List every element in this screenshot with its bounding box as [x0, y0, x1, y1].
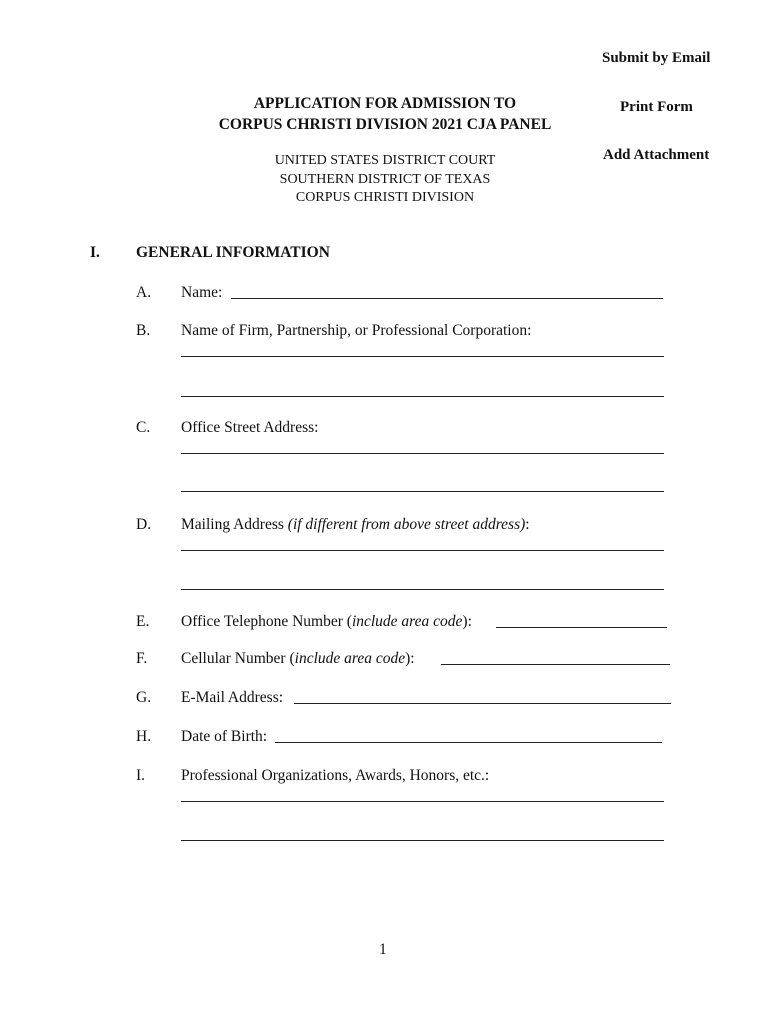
- field-letter-h: H.: [136, 728, 152, 745]
- form-title: [185, 93, 585, 135]
- name-label: Name:: [181, 284, 223, 301]
- firm-field-line2[interactable]: [181, 396, 664, 397]
- field-letter-a: A.: [136, 284, 152, 301]
- court-name: [185, 152, 585, 208]
- section-number: I.: [90, 244, 100, 261]
- form-title-line2: CORPUS CHRISTI DIVISION 2021 CJA PANEL: [218, 116, 552, 133]
- name-field[interactable]: [231, 298, 663, 299]
- field-letter-b: B.: [136, 322, 151, 339]
- office-address-field-line2[interactable]: [181, 491, 664, 492]
- mailing-address-label-text: Mailing Address: [181, 516, 284, 533]
- cell-phone-note: include area code: [294, 650, 406, 667]
- email-label: E-Mail Address:: [181, 689, 284, 706]
- office-phone-label-text: Office Telephone Number (: [181, 613, 352, 630]
- cell-phone-label: [181, 650, 415, 668]
- office-phone-field[interactable]: [496, 627, 667, 628]
- office-address-field-line1[interactable]: [181, 453, 664, 454]
- office-phone-suffix: ):: [462, 613, 472, 630]
- firm-field-line1[interactable]: [181, 356, 664, 357]
- field-letter-g: G.: [136, 689, 152, 706]
- professional-organizations-field-line2[interactable]: [181, 840, 664, 841]
- mailing-address-label: [181, 516, 530, 534]
- professional-organizations-label: Professional Organizations, Awards, Honors, etc.:: [181, 767, 490, 784]
- cell-phone-field[interactable]: [441, 664, 670, 665]
- cell-phone-label-text: Cellular Number (: [181, 650, 295, 667]
- firm-label: Name of Firm, Partnership, or Professional Corporation:: [181, 322, 532, 339]
- field-letter-d: D.: [136, 516, 152, 533]
- print-form-button[interactable]: Print Form: [620, 99, 693, 115]
- add-attachment-button[interactable]: Add Attachment: [603, 147, 710, 163]
- date-of-birth-label: Date of Birth:: [181, 728, 268, 745]
- mailing-address-note: (if different from above street address): [287, 516, 526, 533]
- professional-organizations-field-line1[interactable]: [181, 801, 664, 802]
- mailing-address-field-line1[interactable]: [181, 550, 664, 551]
- mailing-address-field-line2[interactable]: [181, 589, 664, 590]
- court-line2: SOUTHERN DISTRICT OF TEXAS: [279, 171, 491, 187]
- field-letter-f: F.: [136, 650, 148, 667]
- date-of-birth-field[interactable]: [275, 742, 662, 743]
- submit-by-email-button[interactable]: Submit by Email: [602, 50, 711, 66]
- page-number: 1: [379, 941, 387, 958]
- email-field[interactable]: [294, 703, 671, 704]
- field-letter-i: I.: [136, 767, 146, 784]
- office-phone-note: include area code: [351, 613, 463, 630]
- cell-phone-suffix: ):: [405, 650, 415, 667]
- office-phone-label: [181, 613, 472, 631]
- mailing-address-suffix: :: [525, 516, 530, 533]
- form-title-line1: APPLICATION FOR ADMISSION TO: [253, 95, 517, 112]
- court-line1: UNITED STATES DISTRICT COURT: [274, 153, 496, 168]
- field-letter-e: E.: [136, 613, 150, 630]
- section-title: GENERAL INFORMATION: [136, 244, 330, 261]
- court-line3: CORPUS CHRISTI DIVISION: [295, 190, 475, 205]
- field-letter-c: C.: [136, 419, 151, 436]
- office-address-label: Office Street Address:: [181, 419, 319, 436]
